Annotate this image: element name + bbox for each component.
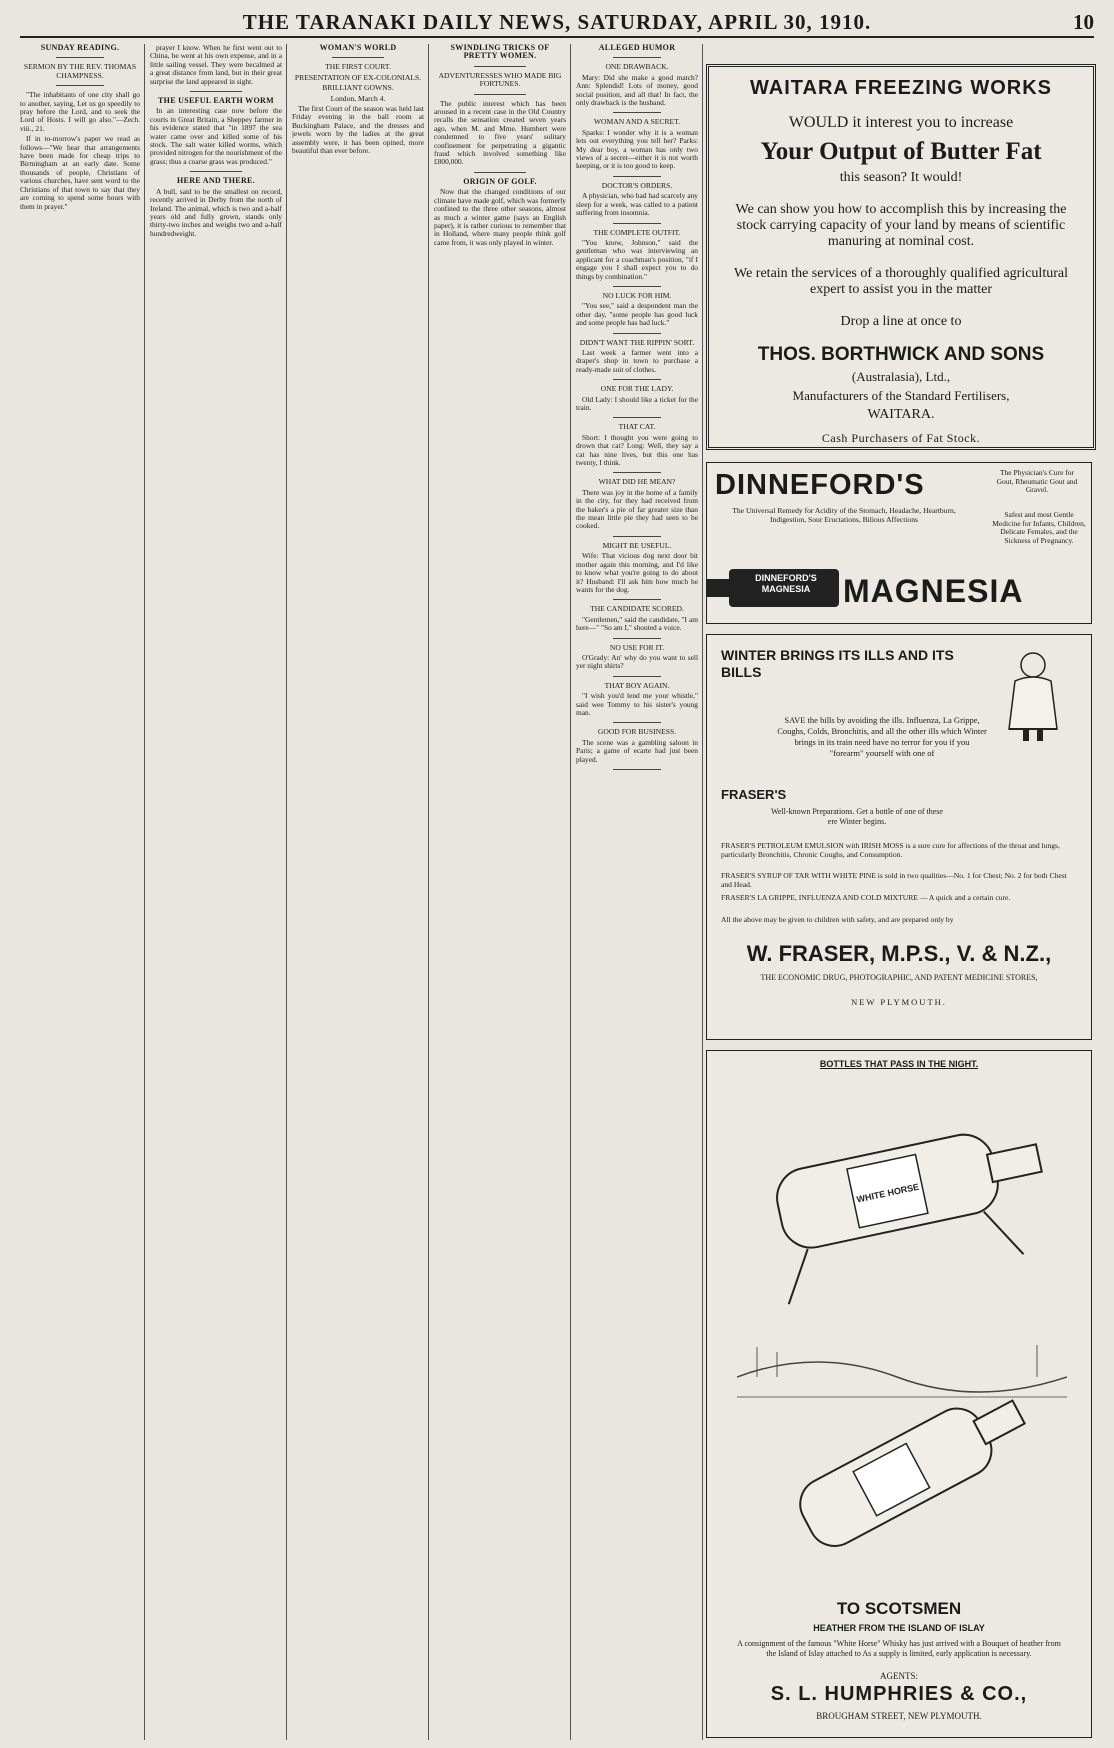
ad-text: WAITARA.: [867, 407, 935, 422]
humor-item-title: ONE DRAWBACK.: [605, 62, 669, 72]
divider: [613, 333, 662, 334]
heading-sunday-reading: SUNDAY READING.: [40, 44, 120, 52]
humor-item-title: THE CANDIDATE SCORED.: [590, 604, 684, 614]
humor-item-text: O'Grady: An' why do you want to sell yer night shirts?: [576, 652, 698, 671]
humor-item-title: THE COMPLETE OUTFIT.: [593, 227, 681, 237]
heading-useful-earth-worm: THE USEFUL EARTH WORM: [158, 96, 274, 106]
ad-text: The Physician's Cure for Gout, Rheumatic Gout and Gravel.: [996, 468, 1078, 494]
newspaper-title: THE TARANAKI DAILY NEWS, SATURDAY, APRIL 30, 1910.: [242, 10, 872, 34]
column-rule: [144, 44, 145, 1740]
paragraph: A bull, said to be the smallest on record, recently arrived in Derby from the north of Ireland. The animal, which is two and a-half years old and fully grown, stands only thirty-two inches and weighs two and a-half hundredweight.: [150, 186, 282, 238]
ad-brand: MAGNESIA: [843, 573, 1024, 609]
ad-headline: TO SCOTSMEN: [836, 1599, 962, 1618]
humor-list: [576, 63, 698, 770]
ad-headline: WINTER BRINGS ITS ILLS AND ITS BILLS: [721, 647, 954, 680]
bottle-label: DINNEFORD'S MAGNESIA: [755, 573, 817, 594]
paragraph: If in to-morrow's paper we read as follows—"We hear that arrangements have been made for cheap trips to Birmingham at an early date. Some thousands of people, Christians of various churches, have sent word to the Christians of that town to say that they are coming to spend some hours with them in prayer.": [20, 134, 140, 211]
column-earth-worm: [150, 44, 282, 1740]
divider: [474, 66, 527, 67]
ad-text: Safest and most Gentle Medicine for Infants, Children, Delicate Females, and the Sickness of Pregnancy.: [992, 510, 1086, 545]
divider: [474, 172, 527, 173]
child-figure-icon: [993, 647, 1073, 747]
divider: [613, 472, 662, 473]
ad-company: S. L. HUMPHRIES & CO.,: [770, 1683, 1028, 1705]
ad-text: BROUGHAM STREET, NEW PLYMOUTH.: [816, 1711, 982, 1721]
ad-item: FRASER'S PETROLEUM EMULSION with IRISH MOSS is a sure cure for affections of the throat and lungs, particularly Bronchitis, Chronic Coughs, and Consumption.: [721, 841, 1060, 859]
divider: [332, 57, 385, 58]
ad-text: WOULD it interest you to increase: [788, 114, 1014, 131]
ad-text: SAVE the bills by avoiding the ills. Influenza, La Grippe, Coughs, Colds, Bronchitis, and all the other ills which Winter brings in its train need have no terror for you if you "forearm" yourself with one of: [777, 715, 987, 758]
column-rule: [428, 44, 429, 1740]
column-alleged-humor: [576, 44, 698, 1740]
divider: [56, 57, 104, 58]
humor-item-title: DOCTOR'S ORDERS.: [601, 180, 673, 190]
humor-item-text: Old Lady: I should like a ticket for the train.: [576, 394, 698, 412]
humor-item-title: DIDN'T WANT THE RIPPIN' SORT.: [579, 337, 695, 347]
heading-origin-of-golf: ORIGIN OF GOLF.: [463, 176, 537, 186]
ad-title: WAITARA FREEZING WORKS: [750, 77, 1052, 99]
column-rule: [702, 44, 703, 1740]
ad-text: The Universal Remedy for Acidity of the Stomach, Headache, Heartburn, Indigestion, Sour Eructations, Bilious Affections: [732, 506, 956, 524]
humor-item-title: MIGHT BE USEFUL.: [602, 540, 672, 550]
bottle-label: WHITE HORSE: [855, 1181, 920, 1205]
humor-item-text: Sparks: I wonder why it is a woman lets out everything you tell her? Parks: My dear boy, a woman has only two views of a secret—either it is not worth keeping, or it is too good to keep.: [576, 127, 698, 171]
ad-text: AGENTS:: [880, 1671, 918, 1681]
column-rule: [570, 44, 571, 1740]
ad-item: FRASER'S LA GRIPPE, INFLUENZA AND COLD MIXTURE — A quick and a certain cure.: [721, 893, 1011, 902]
divider: [613, 638, 662, 639]
divider: [613, 769, 662, 770]
humor-item-title: NO USE FOR IT.: [609, 642, 665, 652]
heading-alleged-humor: ALLEGED HUMOR: [598, 44, 676, 52]
ad-company: W. FRASER, M.P.S., V. & N.Z.,: [746, 941, 1052, 966]
page-number: 10: [1073, 10, 1094, 34]
ad-headline: Your Output of Butter Fat: [760, 138, 1042, 165]
divider: [613, 536, 662, 537]
humor-item-text: "You know, Johnson," said the gentleman who was interviewing an applicant for a coachman's position, "if I engage you I shall expect you to do things by combination.": [576, 237, 698, 281]
heading-swindling-tricks: SWINDLING TRICKS OF PRETTY WOMEN.: [450, 44, 550, 61]
divider: [613, 223, 662, 224]
humor-item-text: "I wish you'd lend me your whistle," said wee Tommy to his sister's young man.: [576, 691, 698, 717]
divider: [190, 171, 243, 172]
subheading: PRESENTATION OF EX-COLONIALS.: [294, 72, 422, 82]
ad-item: FRASER'S SYRUP OF TAR WITH WHITE PINE is sold in two qualities—No. 1 for Chest; No. 2 for both Chest and Head.: [721, 871, 1067, 889]
paragraph: Now that the changed conditions of our climate have made golf, which was formerly confined to the three other seasons, almost as much a winter game (says an English paper), it is rather curious to remember that in Holland, where many people think golf came from, it was only played in winter.: [434, 187, 566, 247]
humor-item-text: There was joy in the home of a family in the city, for they had received from the baker's a pie of far greater size than the mean little pie they had seen to be cooked.: [576, 487, 698, 531]
humor-item-title: WHAT DID HE MEAN?: [598, 477, 676, 487]
humor-item-title: NO LUCK FOR HIM.: [602, 290, 672, 300]
ad-white-horse-whisky: [706, 1050, 1092, 1738]
ad-text: Cash Purchasers of Fat Stock.: [821, 431, 981, 445]
humor-item-title: GOOD FOR BUSINESS.: [597, 727, 677, 737]
divider: [613, 57, 662, 58]
divider: [613, 286, 662, 287]
column-swindling: [434, 44, 566, 1740]
ad-text: Drop a line at once to: [840, 314, 962, 329]
ad-brand: FRASER'S: [721, 787, 787, 802]
ad-brand: DINNEFORD'S: [715, 469, 925, 501]
humor-item-text: "Gentlemen," said the candidate, "I am here—" "So am I," shouted a voice.: [576, 614, 698, 633]
column-womans-world: [292, 44, 424, 1740]
humor-item-text: A physician, who had had scarcely any sleep for a week, was called to a patient suffering from insomnia.: [576, 191, 698, 218]
ad-text: We can show you how to accomplish this by increasing the stock carrying capacity of your land by means of scientific manuring at nominal cost.: [735, 202, 1067, 249]
ad-text: A consignment of the famous "White Horse" Whisky has just arrived with a Bouquet of heather from the Island of Islay attached to As a supply is limited, early application is necessary.: [737, 1639, 1061, 1658]
ad-text: We retain the services of a thoroughly qualified agricultural expert to assist you in the matter: [734, 266, 1068, 297]
ad-subheadline: HEATHER FROM THE ISLAND OF ISLAY: [813, 1623, 985, 1633]
ad-fraser: [706, 634, 1092, 1040]
humor-item-title: WOMAN AND A SECRET.: [593, 117, 681, 127]
ad-text: Well-known Preparations. Get a bottle of one of these ere Winter begins.: [771, 807, 943, 826]
humor-item-text: The scene was a gambling saloon in Paris; a game of ecarte had just been played.: [576, 737, 698, 764]
divider: [613, 676, 662, 677]
humor-item-text: Wife: That vicious dog next door bit mother again this morning, and I'd like to know what you're going to do about it? Husband: I'll ask him how much he wants for the dog.: [576, 551, 698, 594]
humor-item-text: Short: I thought you were going to drown that cat? Long: Well, they say a cat has nine lives, but this one has twenty, I think.: [576, 432, 698, 468]
humor-item-title: THAT CAT.: [618, 422, 656, 432]
dateline: London, March 4.: [330, 93, 386, 103]
ad-caption: BOTTLES THAT PASS IN THE NIGHT.: [819, 1059, 979, 1069]
paragraph: The public interest which has been aroused in a recent case in the Old Country recalls the sensation created seven years ago, when M. and Mme. Humbert were condemned to five years' solitary confinement for perpetrating a gigantic fraud which involved something like £800,000.: [434, 98, 566, 167]
divider: [613, 112, 662, 113]
sermon-byline: SERMON BY THE REV. THOMAS CHAMPNESS.: [23, 62, 137, 80]
ad-text: THE ECONOMIC DRUG, PHOTOGRAPHIC, AND PATENT MEDICINE STORES,: [760, 973, 1038, 982]
humor-item-text: "You see," said a despondent man the other day, "some people has good luck and some people has bad luck.": [576, 301, 698, 328]
divider: [613, 417, 662, 418]
divider: [190, 91, 243, 92]
paragraph: The first Court of the season was held last Friday evening in the ball room at Buckingham Palace, and the dresses and jewels worn by the ladies at the great assembly were, it has been opined, more beautiful than ever before.: [292, 104, 424, 156]
ad-text: this season? It would!: [839, 170, 963, 185]
subheading: BRILLIANT GOWNS.: [322, 83, 394, 93]
humor-item-title: ONE FOR THE LADY.: [600, 384, 674, 394]
divider: [474, 94, 527, 95]
divider: [56, 85, 104, 86]
subheading: ADVENTURESSES WHO MADE BIG FORTUNES.: [438, 70, 562, 89]
humor-item-text: Mary: Did she make a good match? Ann: Splendid! Lots of money, good social position, and all that! In fact, the only drawback is the husband.: [576, 72, 698, 108]
divider: [613, 722, 662, 723]
ad-company: THOS. BORTHWICK AND SONS: [757, 344, 1045, 365]
ad-item: All the above may be given to children with safety, and are prepared only by: [721, 915, 954, 924]
column-sunday-reading: [20, 44, 140, 1740]
humor-item-text: Last week a farmer went into a draper's shop in town to purchase a ready-made suit of clothes.: [576, 347, 698, 374]
heading-here-and-there: HERE AND THERE.: [177, 176, 255, 186]
paragraph: In an interesting case now before the courts in Great Britain, a Sheppey farmer in his evidence stated that "in 1897 the sea water came over and killed some of his stock. The salt water killed worms, which provided nitrogen for the nourishment of the grass; thus a coarse grass was produced.": [150, 106, 282, 166]
divider: [613, 176, 662, 177]
ad-text: NEW PLYMOUTH.: [851, 997, 947, 1007]
divider: [613, 599, 662, 600]
ad-waitara-freezing-works: [706, 64, 1096, 450]
masthead: [20, 8, 1094, 38]
divider: [613, 379, 662, 380]
ad-text: Manufacturers of the Standard Fertilisers,: [792, 388, 1010, 403]
whisky-bottles-illustration-icon: [737, 1077, 1067, 1577]
paragraph: prayer I know. When he first went out to China, he went at his own expense, and in a little sailing vessel. They were becalmed at a great distance from land, but in their great surprise the land appeared in sight.: [150, 44, 282, 86]
heading-womans-world: WOMAN'S WORLD: [319, 44, 397, 52]
subheading: THE FIRST COURT.: [325, 62, 391, 72]
ad-text: (Australasia), Ltd.,: [851, 369, 951, 384]
humor-item-title: THAT BOY AGAIN.: [604, 680, 670, 690]
column-rule: [286, 44, 287, 1740]
epigraph: "The inhabitants of one city shall go to another, saying, Let us go speedily to pray before the Lord, and to seek the Lord of Hosts. I will go also."—Zech. viii., 21.: [20, 90, 140, 133]
ad-dinnefords-magnesia: [706, 462, 1092, 624]
